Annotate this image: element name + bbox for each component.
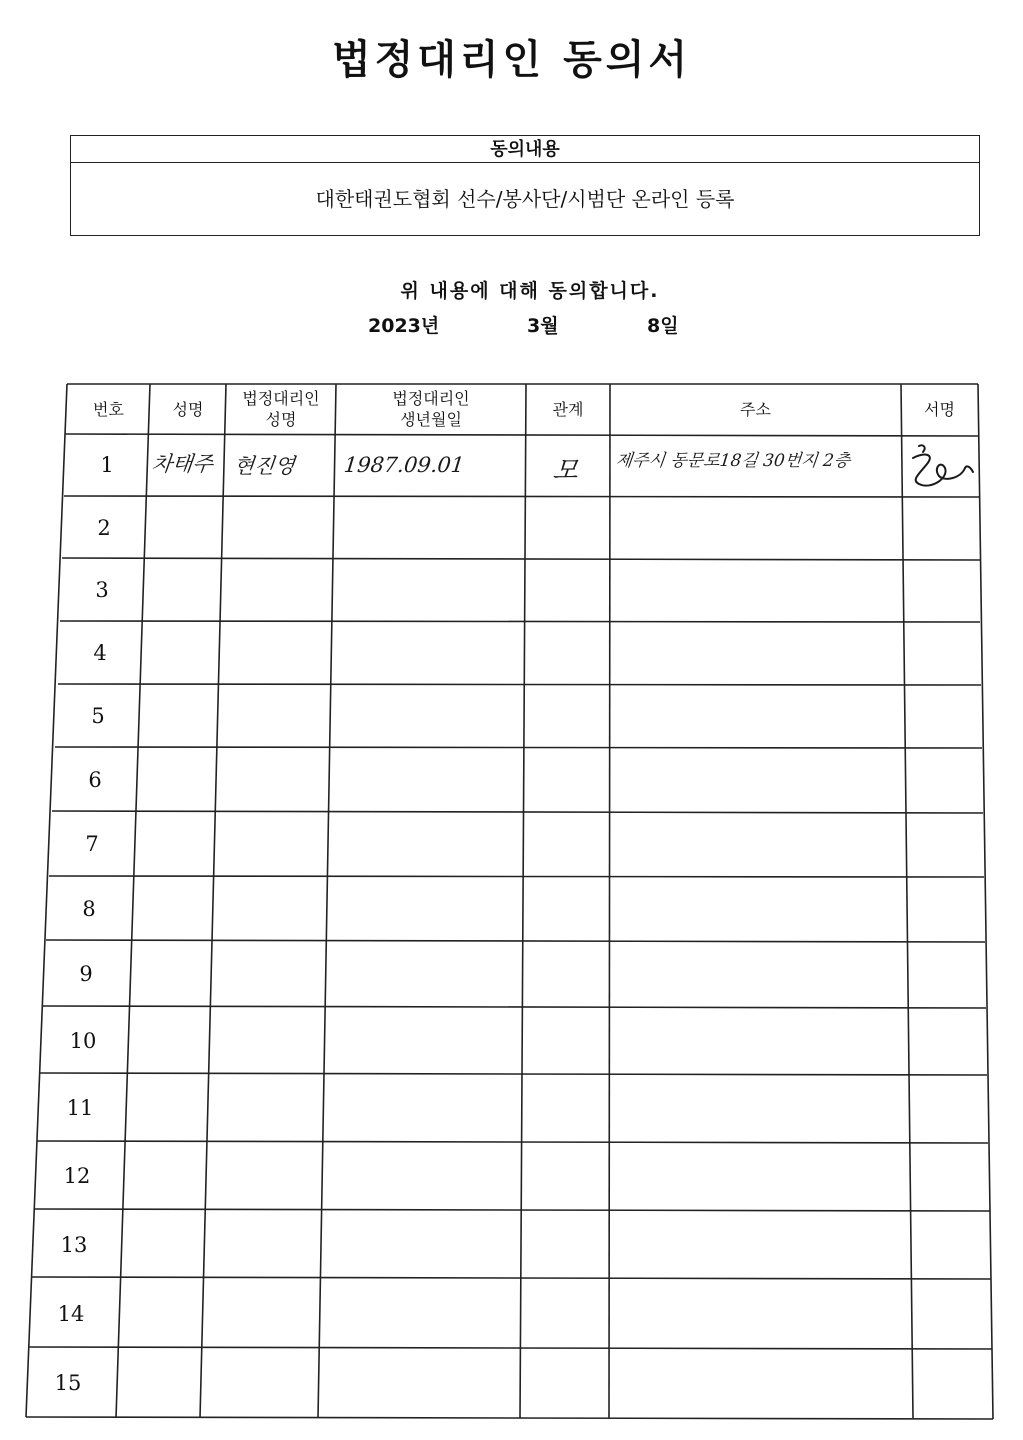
row-number: 1 [100,453,114,477]
row-number: 13 [60,1233,88,1257]
document-title: 법정대리인 동의서 [331,37,692,83]
row1-guardian-name: 현진영 [232,454,297,478]
agreement-statement: 위 내용에 대해 동의합니다. [400,280,660,302]
row-number: 10 [69,1029,97,1053]
consent-box-content: 대한태권도협회 선수/봉사단/시범단 온라인 등록 [315,187,735,211]
row1-address: 제주시 동문로18길 30번지 2층 [614,451,852,471]
row-number: 14 [57,1302,85,1326]
row-number: 2 [97,516,111,540]
row-number: 9 [79,962,93,986]
signature-scribble-icon [905,438,977,494]
row-number: 7 [85,832,99,856]
date-day: 8일 [647,315,679,337]
consent-box-heading: 동의내용 [71,136,979,163]
header-guardian-birth: 법정대리인 생년월일 [392,389,470,429]
row1-name: 차태주 [150,452,215,476]
header-guardian-name: 법정대리인 성명 [242,389,320,429]
row-number: 4 [93,641,107,665]
row1-guardian-birth: 1987.09.01 [342,453,466,477]
header-name: 성명 [172,400,204,419]
row-number: 3 [95,578,109,602]
row-number: 6 [88,768,102,792]
header-signature: 서명 [924,400,955,419]
date-month: 3월 [527,315,559,337]
row-number: 8 [82,897,96,921]
header-relation: 관계 [552,400,584,419]
header-address: 주소 [740,400,771,419]
date-year: 2023년 [368,315,440,337]
row1-relation: 모 [551,456,580,486]
row-number: 11 [66,1096,94,1120]
row-number: 12 [63,1164,91,1188]
row-number: 15 [54,1371,82,1395]
row-number: 5 [91,704,105,728]
header-number: 번호 [93,400,124,419]
